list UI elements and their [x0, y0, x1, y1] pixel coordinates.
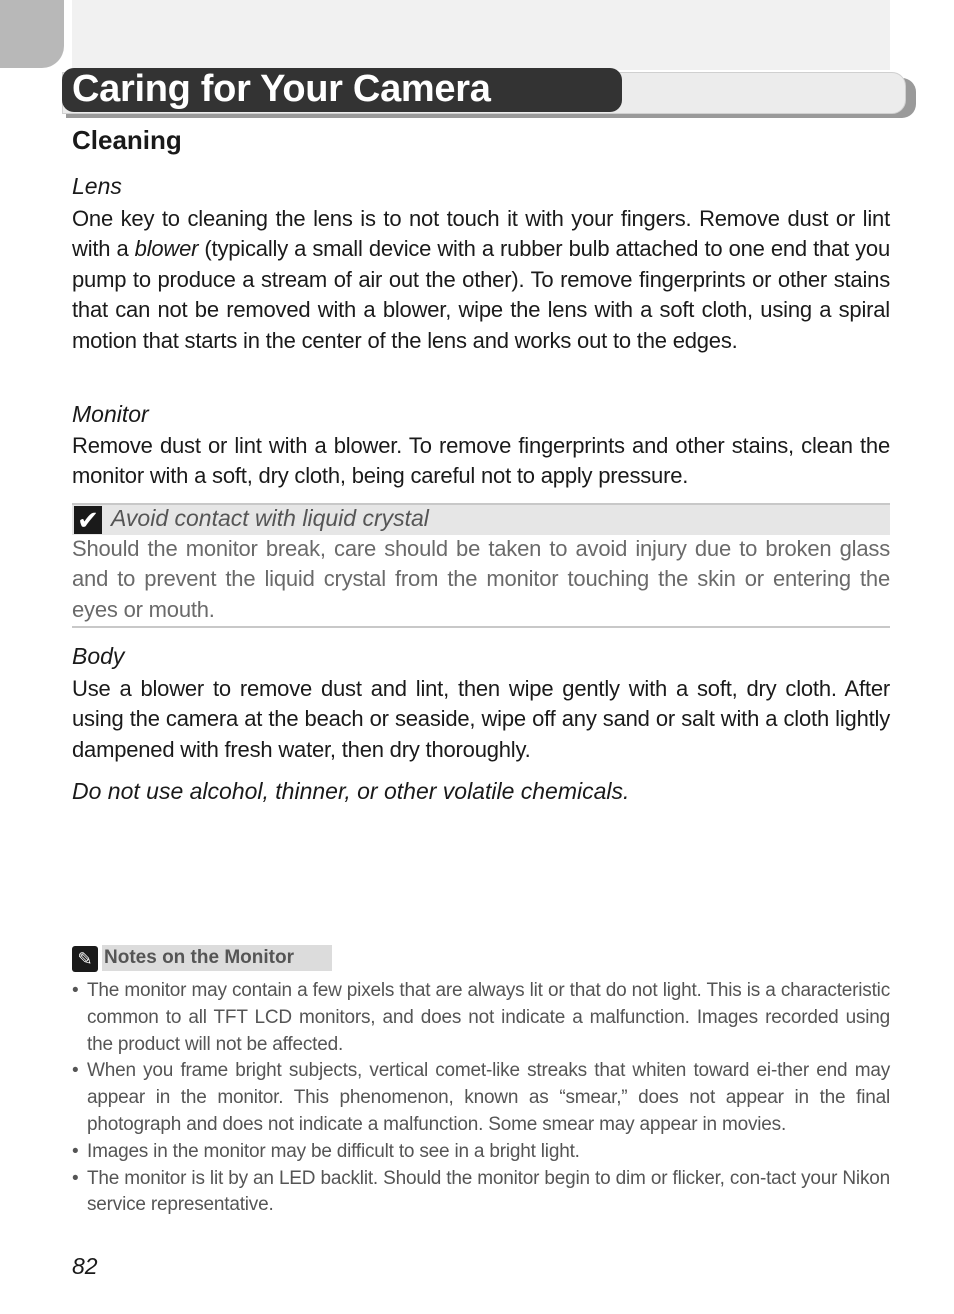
note-text: Images in the monitor may be difficult to see in a bright light. — [87, 1140, 580, 1162]
note-item — [72, 1166, 890, 1220]
body-paragraph: Use a blower to remove dust and lint, then wipe gently with a soft, dry cloth. After using the camera at the beach or seaside, wipe off any sand or salt with a cloth lightly dampened with fresh water, then dry thoroughly. — [72, 676, 890, 762]
pencil-icon: ✎ — [72, 946, 98, 972]
notes-list — [72, 978, 890, 1219]
bullet: • — [72, 1167, 79, 1189]
body-subhead: Body — [72, 643, 125, 669]
check-icon: ✔ — [74, 506, 102, 534]
monitor-subhead: Monitor — [72, 401, 149, 427]
note-item — [72, 1139, 890, 1166]
note-item — [72, 1058, 890, 1138]
lens-text-start: One key to cleaning the lens is to not touch it with your fingers. Remove dust or lint with a — [72, 206, 890, 262]
notes-title: Notes on the Monitor — [104, 947, 294, 968]
section-heading: Cleaning — [72, 125, 182, 155]
lens-subhead: Lens — [72, 173, 122, 199]
note-text: When you frame bright subjects, vertical comet-like streaks that whiten toward ei-ther end may appear in the monitor. This phenomenon, known as “smear,” does not appear in the final photograph and does not indicate a malfunction. Some smear may appear in movies. — [87, 1060, 890, 1135]
page-number: 82 — [72, 1253, 98, 1279]
lens-paragraph — [72, 204, 890, 356]
lens-text-end: (typically a small device with a rubber bulb attached to one end that you pump to produce a stream of air out the other). To remove fingerprints or other stains that can not be removed with a blower, wipe the lens with a soft cloth, using a spiral motion that starts in the center of the lens and works out to the edges. — [72, 236, 891, 353]
bullet: • — [72, 1060, 79, 1082]
monitor-paragraph: Remove dust or lint with a blower. To remove fingerprints and other stains, clean the monitor with a soft, dry cloth, being careful not to apply pressure. — [72, 433, 890, 489]
warning-text: Do not use alcohol, thinner, or other volatile chemicals. — [72, 778, 630, 804]
caution-text: Should the monitor break, care should be taken to avoid injury due to broken glass and to prevent the liquid crystal from the monitor touching the skin or entering the eyes or mouth. — [72, 536, 890, 622]
note-text: The monitor may contain a few pixels that are always lit or that do not light. This is a characteristic common to all TFT LCD monitors, and does not indicate a malfunction. Images recorded using the product will not be affected. — [87, 980, 890, 1055]
caution-divider — [72, 626, 890, 628]
bullet: • — [72, 980, 79, 1001]
bullet: • — [72, 1140, 79, 1162]
note-text: The monitor is lit by an LED backlit. Should the monitor begin to dim or flicker, con-tact your Nikon service representative. — [87, 1167, 890, 1216]
page-title: Caring for Your Camera — [72, 68, 491, 110]
blower-term: blower — [134, 236, 199, 262]
corner-tab — [0, 0, 64, 68]
caution-title: Avoid contact with liquid crystal — [111, 505, 429, 531]
note-item — [72, 978, 890, 1058]
top-band — [72, 0, 890, 70]
